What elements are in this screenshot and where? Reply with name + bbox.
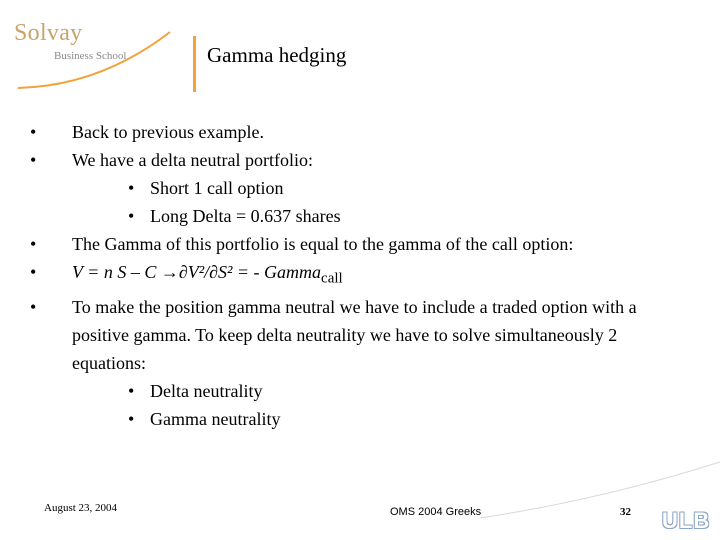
bullet-text: Gamma neutrality (150, 408, 281, 429)
formula-subscript: call (321, 270, 343, 287)
bullet-icon: • (30, 262, 37, 282)
bullet-text: The Gamma of this portfolio is equal to the gamma of the call option: (72, 234, 574, 254)
footer-title: OMS 2004 Greeks (390, 506, 482, 518)
formula-text: V = n S – C →∂V²/∂S² = - Gamma (72, 262, 322, 282)
bullet-icon: • (128, 206, 135, 226)
bullet-icon: • (128, 380, 135, 401)
bullet-text: Long Delta = 0.637 shares (150, 206, 341, 226)
logo-wordmark: Solvay (14, 20, 83, 46)
ulb-logo: ULB (662, 508, 711, 533)
bullet-icon: • (128, 408, 135, 429)
bullet-text: To make the position gamma neutral we have to include a traded option with a positive gamma. To keep delta neutrality we have to solve simultaneously 2 equations: (72, 296, 637, 373)
bullet-icon: • (128, 178, 135, 198)
page-title: Gamma hedging (207, 43, 347, 67)
logo-subtitle: Business School (54, 50, 127, 62)
bullet-text: We have a delta neutral portfolio: (72, 150, 313, 170)
bullet-text: Back to previous example. (72, 122, 264, 142)
bullet-icon: • (30, 296, 37, 317)
bullet-icon: • (30, 234, 37, 254)
bullet-text: Short 1 call option (150, 178, 284, 198)
bullet-text: Delta neutrality (150, 380, 263, 401)
bullet-icon: • (30, 122, 37, 142)
bullet-icon: • (30, 150, 37, 170)
page-number: 32 (620, 506, 631, 518)
footer-date: August 23, 2004 (44, 502, 118, 514)
